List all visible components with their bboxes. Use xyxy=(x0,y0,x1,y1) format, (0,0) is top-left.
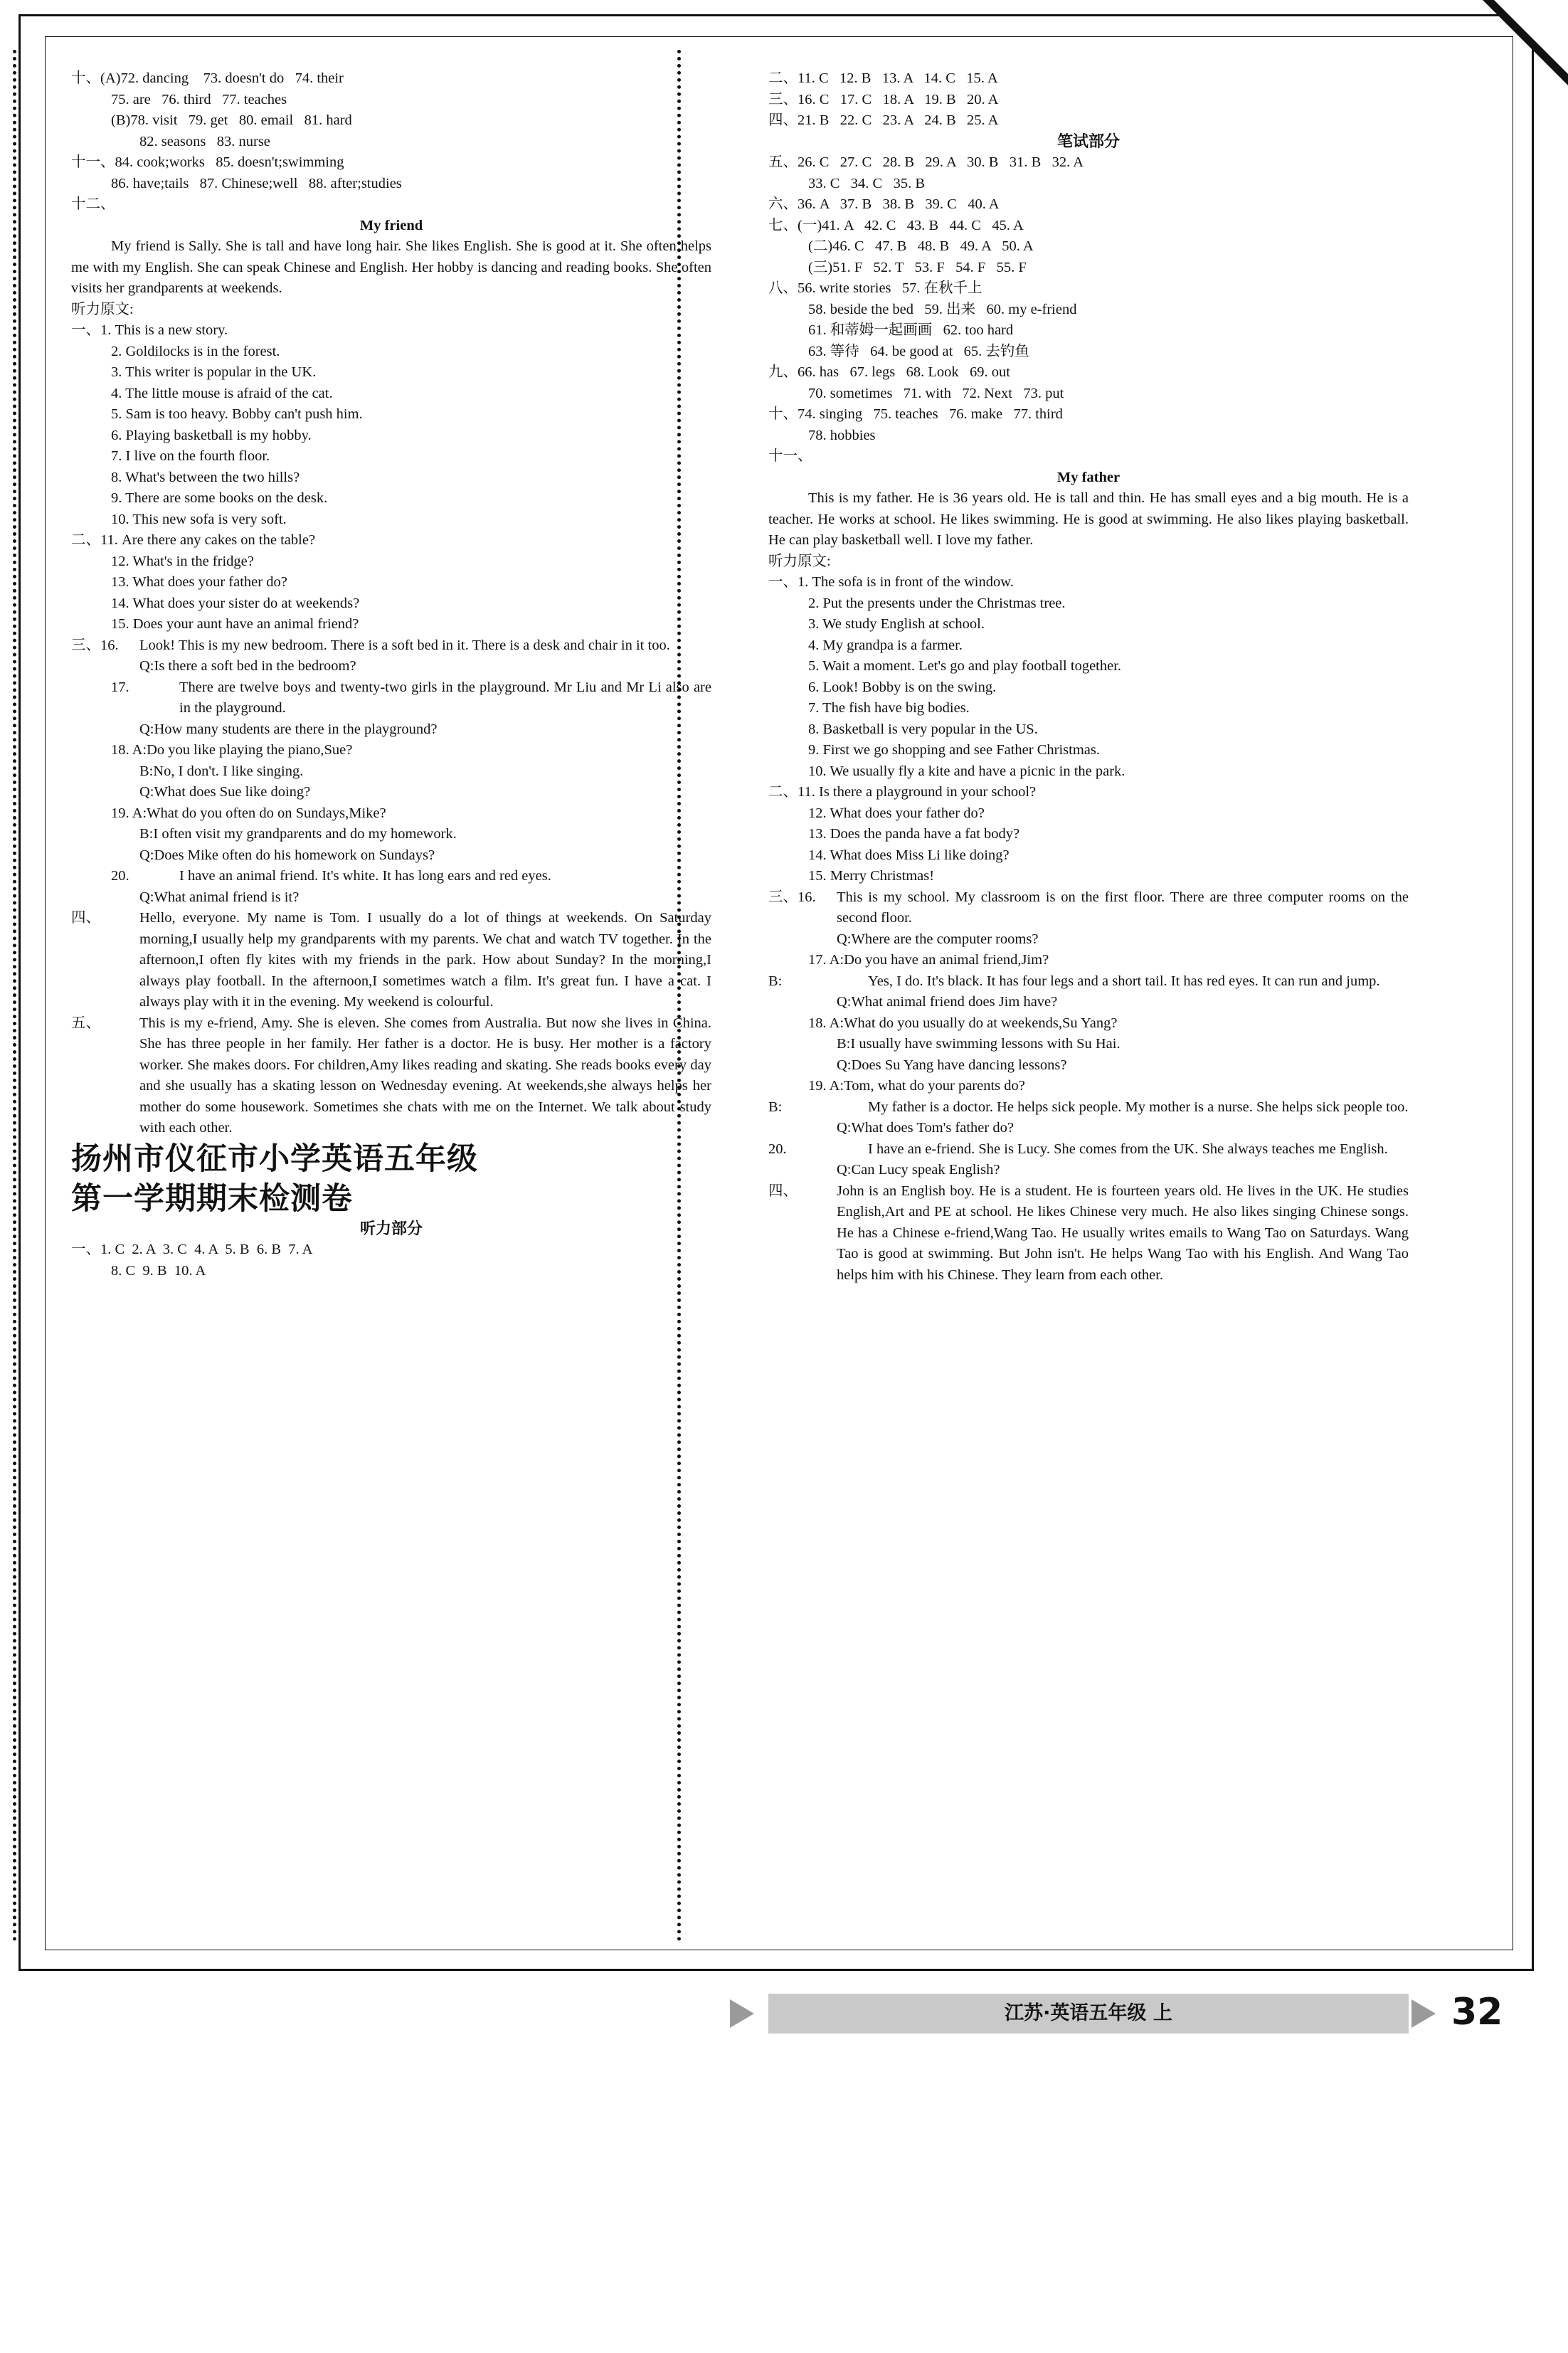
exam-title: 扬州市仪征市小学英语五年级 xyxy=(71,1141,478,1177)
composition-title: My father xyxy=(1056,469,1121,485)
answer-line: 12. What does your father do? xyxy=(808,805,985,821)
answer-line: 七、(一)41. A 42. C 43. B 44. C 45. A xyxy=(768,217,1024,233)
answer-line: 4. My grandpa is a farmer. xyxy=(808,637,963,653)
section-heading: 笔试部分 xyxy=(1056,132,1120,151)
answer-line: 十二、 xyxy=(71,196,115,212)
answer-line: Q:What does Tom's father do? xyxy=(837,1120,1014,1136)
answer-line: 13. Does the panda have a fat body? xyxy=(808,826,1020,842)
answer-line: 8. What's between the two hills? xyxy=(111,469,300,485)
answer-line: 15. Does your aunt have an animal friend? xyxy=(111,616,359,632)
answer-line: Q:Can Lucy speak English? xyxy=(837,1162,1000,1178)
item-label: 三、16. xyxy=(768,889,816,905)
answer-line: Q:What does Sue like doing? xyxy=(139,784,311,800)
answer-line: (B)78. visit 79. get 80. email 81. hard xyxy=(111,112,352,128)
page-footer xyxy=(0,1987,1568,2043)
answer-line: 3. This writer is popular in the UK. xyxy=(111,364,317,380)
answer-line: 2. Goldilocks is in the forest. xyxy=(111,343,280,359)
item-text: I have an e-friend. She is Lucy. She comes from the UK. She always teaches me English. xyxy=(868,1141,1388,1157)
answer-line: 4. The little mouse is afraid of the cat. xyxy=(111,385,333,401)
listening-script-item xyxy=(71,908,711,1013)
item-label: 17. xyxy=(111,679,129,695)
answer-line: 75. are 76. third 77. teaches xyxy=(111,91,287,107)
listening-script-item xyxy=(71,635,711,657)
answer-line: 六、36. A 37. B 38. B 39. C 40. A xyxy=(768,196,1000,212)
arrow-left-icon xyxy=(730,1999,754,2028)
answer-line: (二)46. C 47. B 48. B 49. A 50. A xyxy=(808,238,1034,254)
answer-line: 5. Wait a moment. Let's go and play football together. xyxy=(808,658,1122,674)
answer-line: 十一、84. cook;works 85. doesn't;swimming xyxy=(71,154,344,170)
answer-line: Q:How many students are there in the playground? xyxy=(139,721,438,737)
answer-line: 18. A:Do you like playing the piano,Sue? xyxy=(111,742,353,758)
item-text: Hello, everyone. My name is Tom. I usually do a lot of things at weekends. On Saturday morning,I usually help my grandparents with my parents. We chat and watch TV together. In the afternoon,I often fly kites with my friends in the park. How about Sunday? In the morning,I always play football. In the afternoon,I sometimes watch a film. It's great fun. I have a cat. I always play with it in the evening. My weekend is colourful. xyxy=(139,910,711,1010)
item-label: B: xyxy=(768,1099,783,1115)
answer-line: 70. sometimes 71. with 72. Next 73. put xyxy=(808,385,1064,401)
answer-line: 61. 和蒂姆一起画画 62. too hard xyxy=(808,322,1014,338)
answer-line: 7. I live on the fourth floor. xyxy=(111,448,270,464)
item-label: 四、 xyxy=(768,1183,798,1199)
answer-line: 9. There are some books on the desk. xyxy=(111,490,328,506)
right-column xyxy=(768,68,1409,1286)
answer-line: 15. Merry Christmas! xyxy=(808,868,935,884)
item-label: 三、16. xyxy=(71,637,119,653)
corner-fold-inner-icon xyxy=(1494,0,1568,74)
composition-title: My friend xyxy=(359,217,423,233)
answer-line: Q:What animal friend is it? xyxy=(139,889,300,905)
answer-line: 78. hobbies xyxy=(808,427,876,443)
listening-script-item xyxy=(111,866,711,887)
answer-line: 一、1. The sofa is in front of the window. xyxy=(768,574,1014,590)
answer-line: 6. Playing basketball is my hobby. xyxy=(111,427,312,443)
answer-line: 18. A:What do you usually do at weekends,Su Yang? xyxy=(808,1015,1118,1031)
answer-line: 听力原文: xyxy=(71,301,134,317)
answer-line: 四、21. B 22. C 23. A 24. B 25. A xyxy=(768,112,999,128)
listening-script-item xyxy=(768,887,1409,929)
composition-body: My friend is Sally. She is tall and have long hair. She likes English. She is good at it. She often helps me with my English. She can speak Chinese and English. Her hobby is dancing and reading books. She often visits her grandparents at weekends. xyxy=(71,238,711,296)
page-number: 32 xyxy=(1451,1991,1503,2034)
item-text: I have an animal friend. It's white. It has long ears and red eyes. xyxy=(179,868,551,884)
answer-line: Q:Does Mike often do his homework on Sundays? xyxy=(139,847,435,863)
answer-line: 7. The fish have big bodies. xyxy=(808,700,970,716)
answer-line: 19. A:What do you often do on Sundays,Mike? xyxy=(111,805,386,821)
dotted-rail-left xyxy=(13,50,16,1942)
answer-line: 12. What's in the fridge? xyxy=(111,553,254,569)
answer-line: Q:Does Su Yang have dancing lessons? xyxy=(837,1057,1067,1073)
answer-line: 五、26. C 27. C 28. B 29. A 30. B 31. B 32. A xyxy=(768,154,1084,170)
answer-line: B:I often visit my grandparents and do my homework. xyxy=(139,826,457,842)
answer-line: 82. seasons 83. nurse xyxy=(139,133,270,149)
answer-line: 二、11. C 12. B 13. A 14. C 15. A xyxy=(768,70,998,86)
listening-script-item xyxy=(768,1097,1409,1119)
two-column-body xyxy=(57,68,1508,1947)
item-text: John is an English boy. He is a student. He is fourteen years old. He lives in the UK. He studies English,Art and PE at school. He likes Chinese very much. He also likes singing Chinese songs. He has a Chinese e-friend,Wang Tao. He usually writes emails to Wang Tao on Saturdays. Wang Tao is good at swimming. But John isn't. He helps Wang Tao with his English. And Wang Tao helps him with his Chinese. They learn from each other. xyxy=(837,1183,1409,1283)
item-text: Yes, I do. It's black. It has four legs and a short tail. It has red eyes. It can run and jump. xyxy=(868,973,1380,989)
answer-line: 听力原文: xyxy=(768,553,831,569)
item-text: Look! This is my new bedroom. There is a soft bed in it. There is a desk and chair in it too. xyxy=(139,637,670,653)
answer-line: 14. What does Miss Li like doing? xyxy=(808,847,1010,863)
exam-title: 第一学期期末检测卷 xyxy=(71,1180,353,1217)
composition-body: This is my father. He is 36 years old. He is tall and thin. He has small eyes and a big mouth. He is a teacher. He works at school. He likes swimming. He is good at swimming. He also likes playing basketball. He can play basketball well. I love my father. xyxy=(768,490,1409,548)
answer-line: 58. beside the bed 59. 出来 60. my e-friend xyxy=(808,301,1077,317)
listening-script-item xyxy=(768,1181,1409,1286)
answer-line: 一、1. C 2. A 3. C 4. A 5. B 6. B 7. A xyxy=(71,1242,313,1257)
answer-line: 33. C 34. C 35. B xyxy=(808,175,926,191)
arrow-right-icon xyxy=(1411,1999,1436,2028)
footer-bar xyxy=(768,1994,1409,2034)
answer-line: 二、11. Are there any cakes on the table? xyxy=(71,532,316,548)
item-text: There are twelve boys and twenty-two girls in the playground. Mr Liu and Mr Li also are in the playground. xyxy=(179,679,711,716)
answer-line: 19. A:Tom, what do your parents do? xyxy=(808,1078,1025,1094)
footer-label: 江苏·英语五年级 上 xyxy=(1005,2002,1172,2024)
listening-script-item xyxy=(111,677,711,719)
answer-line: 8. C 9. B 10. A xyxy=(111,1262,206,1279)
answer-line: 十、74. singing 75. teaches 76. make 77. third xyxy=(768,406,1063,422)
answer-line: 63. 等待 64. be good at 65. 去钓鱼 xyxy=(808,343,1029,359)
answer-line: 14. What does your sister do at weekends? xyxy=(111,595,360,611)
answer-line: Q:Is there a soft bed in the bedroom? xyxy=(139,658,356,674)
listening-script-item xyxy=(71,1013,711,1139)
answer-line: 一、1. This is a new story. xyxy=(71,322,228,338)
answer-line: Q:What animal friend does Jim have? xyxy=(837,994,1058,1010)
answer-line: 八、56. write stories 57. 在秋千上 xyxy=(768,280,982,296)
answer-line: 13. What does your father do? xyxy=(111,574,287,590)
answer-line: 5. Sam is too heavy. Bobby can't push him. xyxy=(111,406,363,422)
item-label: B: xyxy=(768,973,783,989)
answer-line: 10. This new sofa is very soft. xyxy=(111,511,287,527)
answer-line: 86. have;tails 87. Chinese;well 88. after;studies xyxy=(111,175,402,191)
answer-line: 9. First we go shopping and see Father Christmas. xyxy=(808,742,1100,758)
item-label: 五、 xyxy=(71,1015,100,1031)
item-text: My father is a doctor. He helps sick people. My mother is a nurse. She helps sick people too. xyxy=(868,1099,1409,1115)
item-text: This is my e-friend, Amy. She is eleven. She comes from Australia. But now she lives in China. She has three people in her family. Her father is a doctor. He is busy. Her mother is a factory worker. She makes doors. For children,Amy likes reading and skating. She reads books every day and she usually has a skating lesson on Wednesday evening. At weekends,she always helps her mother do some housework. Sometimes she chats with me on the Internet. We talk about study with each other. xyxy=(139,1015,711,1136)
answer-line: 十、(A)72. dancing 73. doesn't do 74. their xyxy=(71,70,344,86)
answer-line: 二、11. Is there a playground in your school? xyxy=(768,784,1037,800)
item-text: This is my school. My classroom is on the first floor. There are three computer rooms on the second floor. xyxy=(837,889,1409,926)
item-label: 四、 xyxy=(71,910,100,926)
answer-line: 九、66. has 67. legs 68. Look 69. out xyxy=(768,364,1010,380)
answer-line: (三)51. F 52. T 53. F 54. F 55. F xyxy=(808,259,1027,275)
answer-line: 10. We usually fly a kite and have a picnic in the park. xyxy=(808,763,1125,779)
listening-script-item xyxy=(768,971,1409,993)
answer-line: B:No, I don't. I like singing. xyxy=(139,763,304,779)
answer-line: 6. Look! Bobby is on the swing. xyxy=(808,679,997,695)
item-label: 20. xyxy=(768,1141,787,1157)
section-heading: 听力部分 xyxy=(359,1220,423,1238)
answer-line: 三、16. C 17. C 18. A 19. B 20. A xyxy=(768,91,999,107)
answer-line: 十一、 xyxy=(768,448,812,464)
answer-line: 3. We study English at school. xyxy=(808,616,985,632)
answer-line: 8. Basketball is very popular in the US. xyxy=(808,721,1038,737)
listening-script-item xyxy=(768,1139,1409,1160)
left-column xyxy=(71,68,711,1281)
answer-line: Q:Where are the computer rooms? xyxy=(837,931,1039,947)
item-label: 20. xyxy=(111,868,129,884)
answer-line: 17. A:Do you have an animal friend,Jim? xyxy=(808,952,1049,968)
answer-line: 2. Put the presents under the Christmas tree. xyxy=(808,595,1066,611)
answer-line: B:I usually have swimming lessons with Su Hai. xyxy=(837,1036,1121,1052)
